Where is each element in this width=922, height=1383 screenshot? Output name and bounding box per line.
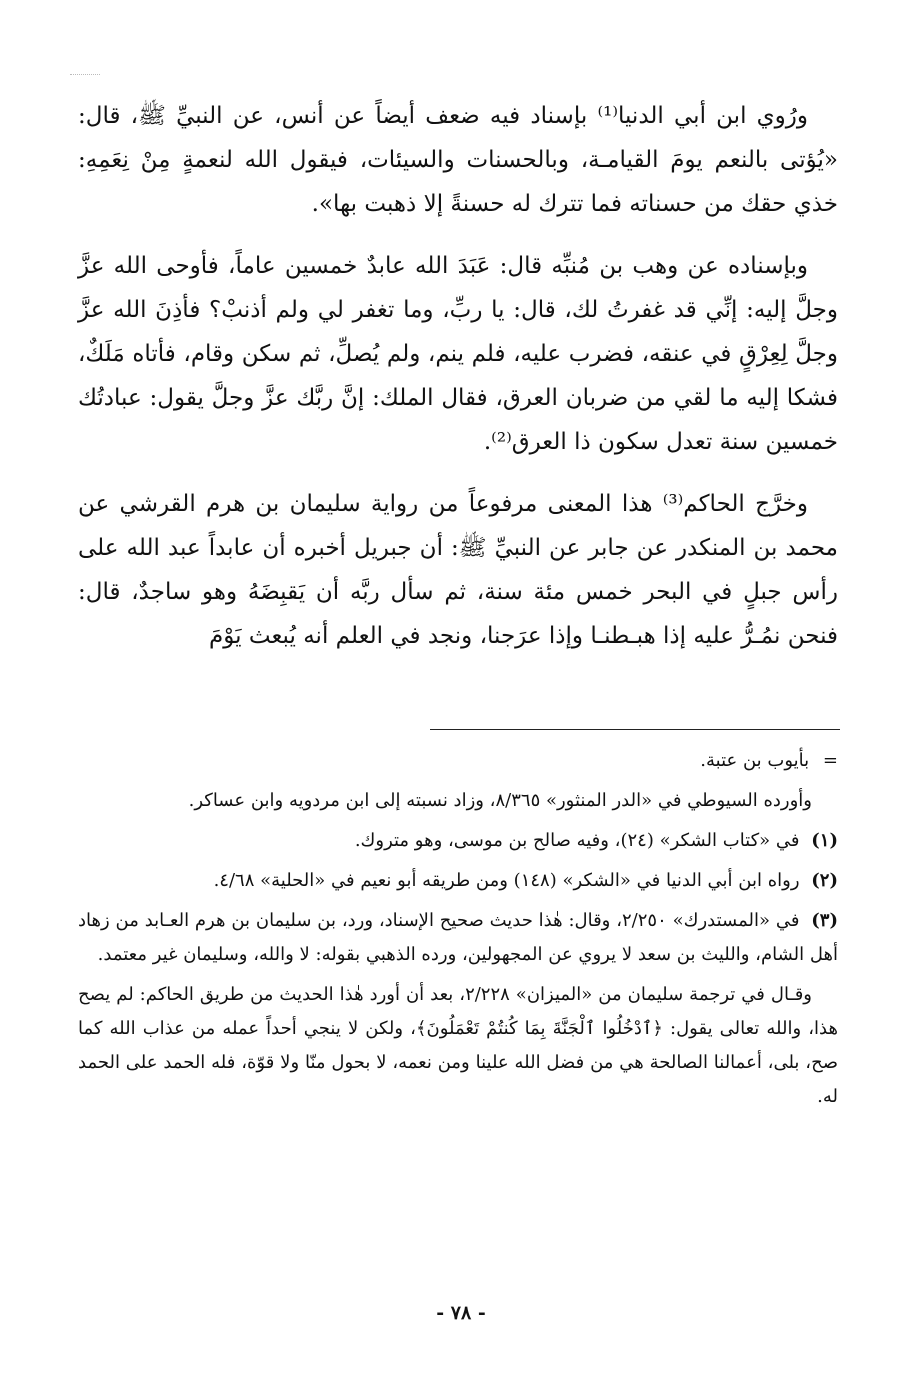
paragraph-ibn-abi-al-dunya: ورُوي ابن أبي الدنيا⁽¹⁾ بإسناد فيه ضعف أيضاً عن أنس، عن النبيِّ ﷺ، قال: «يُؤتى بالنعم يومَ القيامـة، وبالحسنات والسيئات، فيقول الله لنعمةٍ مِنْ نِعَمِهِ: خذي حقك من حسناته فما تترك له حسنةً إلا ذهبت بها». <box>78 103 838 217</box>
footnote-continuation <box>78 744 838 778</box>
footnote-text: في «المستدرك» ٢/٢٥٠، وقال: هٰذا حديث صحيح الإسناد، ورد، بن سليمان بن هرم العـابد من زهاد أهل الشام، والليث بن سعد لا يروي عن المجهولين، ورده الذهبي بقوله: لا والله، وسليمان غير معتمد. <box>78 910 838 965</box>
main-text-body <box>78 94 838 676</box>
footnote-text: رواه ابن أبي الدنيا في «الشكر» (١٤٨) ومن طريقه أبو نعيم في «الحلية» ٤/٦٨. <box>213 870 800 891</box>
footnote-3 <box>78 904 838 972</box>
footnote-number: (٣) <box>811 910 838 931</box>
paragraph-al-hakim: وخرَّج الحاكم⁽³⁾ هذا المعنى مرفوعاً من رواية سليمان بن هرم القرشي عن محمد بن المنكدر عن جابر عن النبيِّ ﷺ: أن جبريل أخبره أن عابداً عبد الله على رأس جبلٍ في البحر خمس مئة سنة، ثم سأل ربَّه أن يَقبِضَهُ وهو ساجدٌ، قال: فنحن نمُـرُّ عليه إذا هبـطنـا وإذا عرَجنا، ونجد في العلم أنه يُبعث يَوْمَ <box>78 491 838 649</box>
footnote-separator <box>430 729 840 730</box>
footnote-closing-paragraph: وقـال في ترجمة سليمان من «الميزان» ٢/٢٢٨، بعد أن أورد هٰذا الحديث من طريق الحاكم: لم يصح هذا، والله تعالى يقول: ﴿ٱدْخُلُوا ٱلْجَنَّةَ بِمَا كُنتُمْ تَعْمَلُونَ﴾، ولكن لا ينجي أحداً عمله من عذاب الله كما صح، بلى، أعمالنا الصالحة هي من فضل الله علينا ومن نعمه، لا بحول منّا ولا قوّة، فله الحمد على الحمد له. <box>78 984 839 1107</box>
continuation-text: بأيوب بن عتبة. <box>700 750 810 771</box>
page-corner-mark <box>70 74 100 77</box>
footnote-1 <box>78 824 838 858</box>
footnote-continuation-paragraph: وأورده السيوطي في «الدر المنثور» ٨/٣٦٥، وزاد نسبته إلى ابن مردويه وابن عساكر. <box>188 790 812 811</box>
paragraph-wahb-ibn-munabbih: وبإسناده عن وهب بن مُنبِّه قال: عَبَدَ الله عابدٌ خمسين عاماً، فأوحى الله عزَّ وجلَّ إليه: إنِّي قد غفرتُ لك، قال: يا ربِّ، وما تغفر لي ولم أذنبْ؟ فأذِنَ الله عزَّ وجلَّ لِعِرْقٍ في عنقه، فضرب عليه، فلم ينم، ولم يُصلِّ، ثم سكن وقام، فأتاه مَلَكٌ، فشكا إليه ما لقي من ضربان العرق، فقال الملك: إنَّ ربَّك عزَّ وجلَّ يقول: عبادتُك خمسين سنة تعدل سكون ذا العرق⁽²⁾. <box>78 253 838 455</box>
continuation-mark: = <box>822 750 838 771</box>
footnotes-section <box>78 744 838 1120</box>
page-number: - ٧٨ - <box>436 1302 486 1324</box>
footnote-2 <box>78 864 838 898</box>
footnote-number: (١) <box>811 830 838 851</box>
footnote-text: في «كتاب الشكر» (٢٤)، وفيه صالح بن موسى، وهو متروك. <box>354 830 800 851</box>
footnote-number: (٢) <box>811 870 838 891</box>
